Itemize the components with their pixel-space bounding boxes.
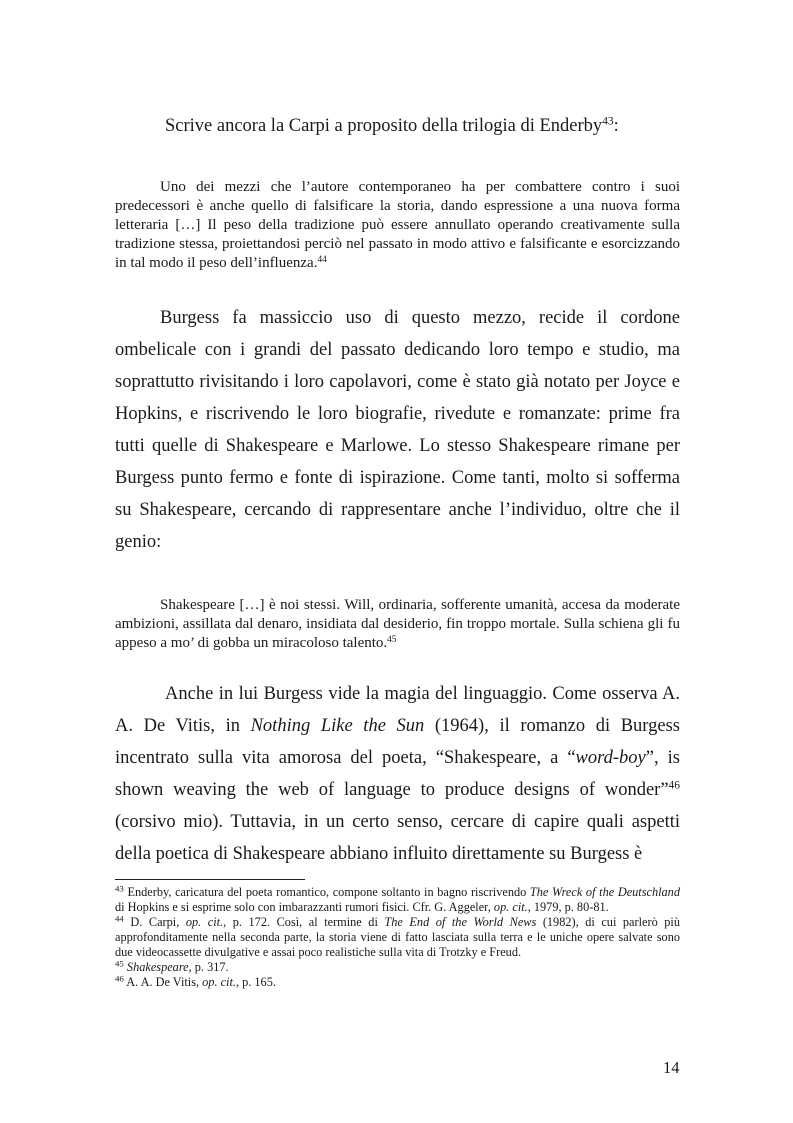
footnote-44: $^{44}$ D. Carpi, op. cit., p. 172. Così, al termine di The End of the World News (1982), di cui parlerò più approfonditamente nella seconda parte, la storia viene di fatto lasciata sulla terra e le uniche opere salvate sono due videocassette divulgative e assai poco realistiche sulla vita di Trotzky e Freud. bbox=[115, 913, 680, 959]
footnotes bbox=[115, 885, 680, 990]
intro-text: Scrive ancora la Carpi a proposito della trilogia di Enderby bbox=[165, 116, 603, 136]
quote-shakespeare-text: Shakespeare […] è noi stessi. Will, ordinaria, sofferente umanità, accesa da moderate ambizioni, assillata dal denaro, insidiata dal desiderio, fin troppo mortale. Sulla schiena gli fu appeso a mo’ di gobba un miracoloso talento. bbox=[115, 597, 680, 651]
paragraph-language-magic bbox=[115, 678, 680, 870]
footnote-43: $^{43}$ Enderby, caricatura del poeta romantico, compone soltanto in bagno riscrivendo The Wreck of the Deutschland di Hopkins e si esprime solo con imbarazzanti rumori fisici. Cfr. G. Aggeler, op. cit., 1979, p. 80-81. bbox=[115, 883, 680, 914]
paragraph-burgess-uses-text: Burgess fa massiccio uso di questo mezzo, recide il cordone ombelicale con i grandi del passato dedicando loro tempo e studio, ma soprattutto rivisitando i loro capolavori, come è stato già notato per Joyce e Hopkins, e riscrivendo le loro biografie, rivedute e romanzate: prime fra tutti quelle di Shakespeare e Marlowe. Lo stesso Shakespeare rimane per Burgess punto fermo e fonte di ispirazione. Come tanti, molto si sofferma su Shakespeare, cercando di rappresentare anche l’individuo, oltre che il genio: bbox=[115, 308, 680, 552]
page-number: 14 bbox=[663, 1058, 680, 1077]
book-title-nothing-like-the-sun: Nothing Like the Sun bbox=[250, 716, 425, 736]
block-quote-carpi bbox=[115, 178, 680, 273]
para2-part1: Anche in lui Burgess vide la magia del linguaggio. Come osserva A. A. De Vitis, in bbox=[115, 684, 680, 736]
footnote-46: $^{46}$ A. A. De Vitis, op. cit., p. 165. bbox=[115, 973, 276, 989]
para2-part2: (1964), il romanzo di Burgess incentrato sulla vita amorosa del poeta, “Shakespeare, a “ bbox=[115, 716, 680, 768]
intro-line bbox=[165, 116, 685, 137]
para2-part3: ”, is shown weaving the web of language to produce designs of wonder” bbox=[115, 748, 680, 800]
footnote-number: 46 bbox=[115, 973, 124, 984]
footnote-number: 45 bbox=[115, 958, 124, 969]
footnote-ref-43: 43 bbox=[602, 115, 614, 128]
term-word-boy: word-boy bbox=[575, 748, 646, 768]
footnote-number: 43 bbox=[115, 883, 124, 894]
intro-tail: : bbox=[613, 116, 619, 136]
quote-carpi-text: Uno dei mezzi che l’autore contemporaneo ha per combattere contro i suoi predecessori è anche quello di falsificare la storia, dando espressione a una nuova forma letteraria […] Il peso della tradizione può essere annullato operando creativamente sulla tradizione stessa, proiettandosi perciò nel passato in modo attivo e falsificante e esorcizzando in tal modo il peso dell’influenza. bbox=[115, 179, 680, 271]
footnote-ref-45: 45 bbox=[387, 634, 397, 645]
footnote-ref-46: 46 bbox=[668, 779, 680, 792]
footnote-45: $^{45}$ Shakespeare, p. 317. bbox=[115, 958, 229, 974]
paragraph-burgess-uses bbox=[115, 302, 680, 558]
footnote-divider bbox=[115, 879, 305, 880]
footnote-ref-44: 44 bbox=[317, 254, 327, 265]
block-quote-shakespeare bbox=[115, 596, 680, 653]
footnote-number: 44 bbox=[115, 913, 124, 924]
para2-part4: (corsivo mio). Tuttavia, in un certo senso, cercare di capire quali aspetti della poetica di Shakespeare abbiano influito direttamente su Burgess è bbox=[115, 812, 680, 864]
